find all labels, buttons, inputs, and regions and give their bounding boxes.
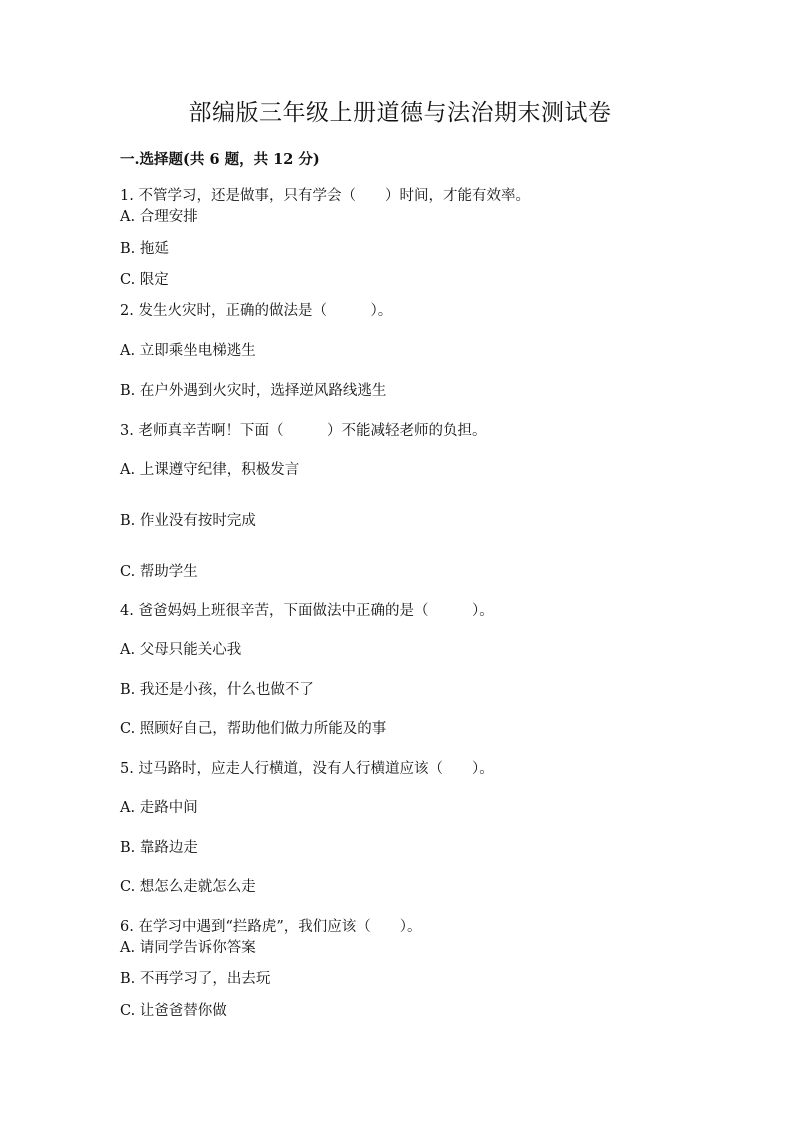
- question-stem: 1. 不管学习，还是做事，只有学会（ ）时间，才能有效率。: [120, 188, 530, 204]
- question-option: B. 在户外遇到火灾时，选择逆风路线逃生: [120, 383, 387, 399]
- question-option: A. 父母只能关心我: [120, 642, 242, 658]
- question-stem: 5. 过马路时，应走人行横道，没有人行横道应该（ ）。: [120, 761, 494, 777]
- question-option: B. 我还是小孩，什么也做不了: [120, 682, 314, 698]
- question-option: B. 作业没有按时完成: [120, 513, 256, 529]
- question-option: B. 不再学习了，出去玩: [120, 971, 271, 987]
- question-stem: 3. 老师真辛苦啊！下面（ ）不能减轻老师的负担。: [120, 423, 487, 439]
- question-option: C. 照顾好自己，帮助他们做力所能及的事: [120, 721, 387, 737]
- question-option: C. 让爸爸替你做: [120, 1003, 227, 1019]
- question-option: C. 帮助学生: [120, 564, 198, 580]
- question-option: B. 靠路边走: [120, 840, 198, 856]
- question-option: A. 上课遵守纪律，积极发言: [120, 462, 300, 478]
- question-option: A. 合理安排: [120, 209, 198, 225]
- section-header: 一.选择题(共 6 题，共 12 分): [120, 151, 320, 168]
- question-stem: 6. 在学习中遇到“拦路虎”，我们应该（ ）。: [120, 919, 422, 935]
- question-option: B. 拖延: [120, 241, 169, 257]
- question-option: A. 请同学告诉你答案: [120, 940, 256, 956]
- question-stem: 4. 爸爸妈妈上班很辛苦，下面做法中正确的是（ ）。: [120, 603, 494, 619]
- question-option: A. 走路中间: [120, 800, 198, 816]
- question-option: A. 立即乘坐电梯逃生: [120, 343, 256, 359]
- question-option: C. 限定: [120, 272, 169, 288]
- question-stem: 2. 发生火灾时，正确的做法是（ ）。: [120, 303, 393, 319]
- question-option: C. 想怎么走就怎么走: [120, 879, 256, 895]
- page-title: 部编版三年级上册道德与法治期末测试卷: [188, 100, 612, 126]
